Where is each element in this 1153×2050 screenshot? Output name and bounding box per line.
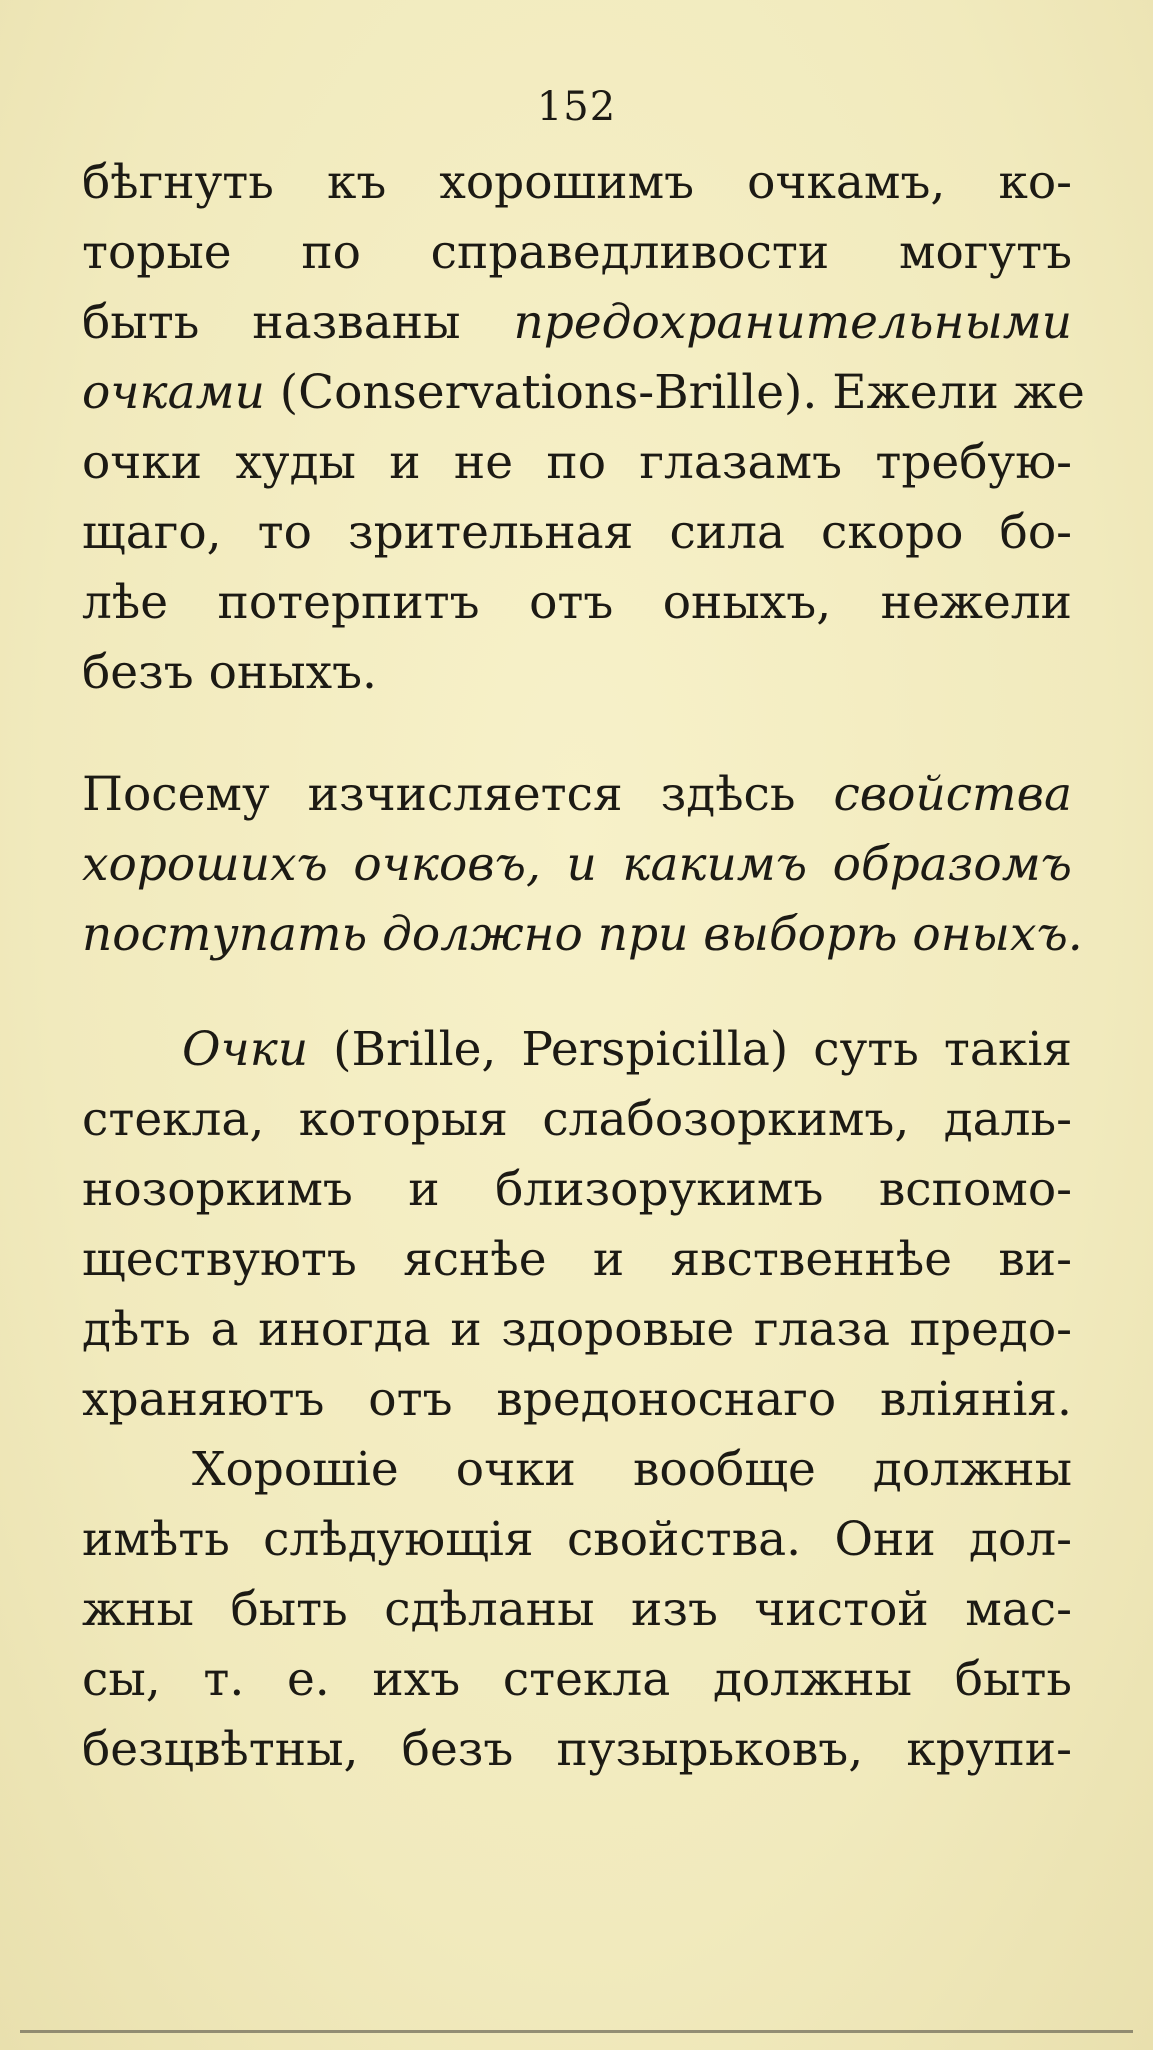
text-line: щаго, то зрительная сила скоро бо-: [82, 505, 1072, 560]
text-line: дѣть а иногда и здоровые глаза предо-: [82, 1302, 1072, 1357]
text-line: имѣть слѣдующія свойства. Они дол-: [82, 1512, 1072, 1567]
text-line: Посему изчисляется здѣсь свойства: [82, 767, 1072, 822]
text-line: нозоркимъ и близорукимъ вспомо-: [82, 1162, 1072, 1217]
text-line: ществуютъ яснѣе и явственнѣе ви-: [82, 1232, 1072, 1287]
text-line: лѣе потерпитъ отъ оныхъ, нежели: [82, 575, 1072, 630]
text-line: Хорошіе очки вообще должны: [192, 1442, 1072, 1497]
text-line: хорошихъ очковъ, и какимъ образомъ: [82, 837, 1072, 892]
text-line: бѣгнуть къ хорошимъ очкамъ, ко-: [82, 155, 1072, 210]
text-line: сы, т. е. ихъ стекла должны быть: [82, 1652, 1072, 1707]
text-line: безъ оныхъ.: [82, 645, 377, 700]
text-line: торые по справедливости могутъ: [82, 225, 1072, 280]
text-line: поступать должно при выборѣ оныхъ.: [82, 907, 1083, 962]
text-line: стекла, которыя слабозоркимъ, даль-: [82, 1092, 1072, 1147]
text-line: безцвѣтны, безъ пузырьковъ, крупи-: [82, 1722, 1072, 1777]
paragraph-4: [82, 1435, 1072, 1785]
text-line: очки худы и не по глазамъ требую-: [82, 435, 1072, 490]
paragraph-2: [82, 760, 1083, 970]
page-bottom-edge: [20, 2030, 1133, 2033]
text-line: жны быть сдѣланы изъ чистой мас-: [82, 1582, 1072, 1637]
text-line: очками (Conservations-Brille). Ежели же: [82, 365, 1085, 420]
text-line: Очки (Brille, Perspicilla) суть такія: [182, 1022, 1072, 1077]
page-number: 152: [536, 84, 617, 130]
text-line: быть названы предохранительными: [82, 295, 1072, 350]
paragraph-3: [82, 1015, 1072, 1435]
paragraph-1: [82, 148, 1085, 708]
text-line: храняютъ отъ вредоноснаго вліянія.: [82, 1372, 1072, 1427]
